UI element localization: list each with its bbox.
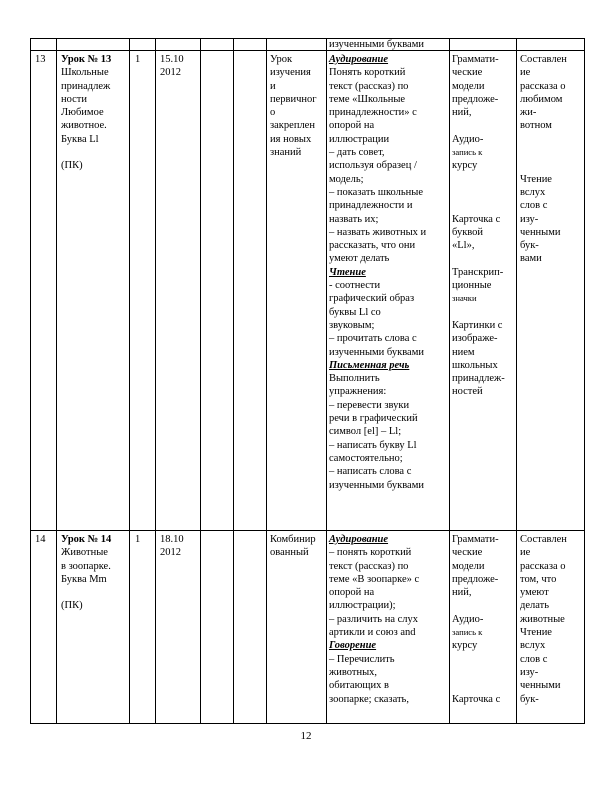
homework-line: изу- bbox=[520, 666, 539, 678]
materials-line: ний, bbox=[452, 587, 472, 599]
materials-line: «Ll», bbox=[452, 240, 475, 252]
activities-line: опорой на bbox=[329, 120, 375, 132]
homework-line: животные bbox=[520, 613, 565, 625]
lesson-type-line: изучения bbox=[270, 67, 311, 79]
materials-line bbox=[452, 306, 505, 319]
row-divider bbox=[30, 530, 585, 531]
lesson-type-line: о bbox=[270, 107, 276, 119]
materials-line: модели bbox=[452, 560, 485, 572]
homework bbox=[520, 533, 567, 706]
homework-line: бук- bbox=[520, 693, 539, 705]
activities-line: животных, bbox=[329, 666, 378, 678]
materials-line: изображе- bbox=[452, 333, 498, 345]
materials-line bbox=[452, 186, 505, 199]
table-border-left bbox=[30, 38, 31, 724]
materials-line: курсу bbox=[452, 640, 478, 652]
page-number: 12 bbox=[300, 730, 312, 742]
activities-line: теме «В зоопарке» с bbox=[329, 573, 420, 585]
activities-line: Чтение bbox=[329, 266, 366, 278]
activities-line: – показать школьные bbox=[329, 186, 424, 198]
homework-line: Чтение bbox=[520, 173, 552, 185]
homework-line: Чтение bbox=[520, 627, 552, 639]
homework-line: слов с bbox=[520, 653, 548, 665]
activities-line: речи в графический bbox=[329, 413, 418, 425]
activities-line: – написать слова с bbox=[329, 466, 412, 478]
homework-line: умеют bbox=[520, 587, 549, 599]
homework-line: вслух bbox=[520, 640, 546, 652]
student-activities bbox=[329, 53, 426, 492]
topic-line bbox=[61, 586, 111, 599]
column-divider bbox=[129, 38, 130, 724]
lesson-type-line: ия новых bbox=[270, 133, 312, 145]
materials-line: Картинки с bbox=[452, 319, 503, 331]
topic-line: Буква Mm bbox=[61, 573, 107, 585]
activities-line: – понять короткий bbox=[329, 547, 412, 559]
materials-line: Карточка с bbox=[452, 213, 501, 225]
activities-line: артикли и союз and bbox=[329, 627, 416, 639]
table-border-right bbox=[584, 38, 585, 724]
materials-line: курсу bbox=[452, 160, 478, 172]
activities-line: зоопарке; сказать, bbox=[329, 693, 409, 705]
lesson-hours: 1 bbox=[135, 534, 141, 545]
activities-line: – написать букву Ll bbox=[329, 439, 417, 451]
lesson-date bbox=[160, 533, 184, 560]
homework-line: ие bbox=[520, 547, 531, 559]
column-divider bbox=[155, 38, 156, 724]
homework-line: любимом bbox=[520, 93, 563, 105]
activities-line: текст (рассказ) по bbox=[329, 80, 409, 92]
materials-line bbox=[452, 119, 505, 132]
materials-line: запись к bbox=[452, 147, 483, 158]
homework-line: вслух bbox=[520, 186, 546, 198]
lesson-hours: 1 bbox=[135, 54, 141, 65]
row-number: 14 bbox=[35, 534, 46, 545]
activities-line: буквы Ll со bbox=[329, 306, 381, 318]
homework-line: изу- bbox=[520, 213, 539, 225]
column-divider bbox=[449, 38, 450, 724]
lesson-materials bbox=[452, 53, 505, 399]
table-border-top bbox=[30, 38, 585, 39]
column-divider bbox=[200, 38, 201, 724]
topic-line: Буква Ll bbox=[61, 133, 99, 145]
homework-line: Составлен bbox=[520, 54, 567, 65]
materials-line: предложе- bbox=[452, 93, 499, 105]
materials-line: ческие bbox=[452, 67, 483, 79]
homework-line: вотном bbox=[520, 120, 552, 132]
lesson-type-line: знаний bbox=[270, 147, 302, 159]
activities-line: Понять короткий bbox=[329, 67, 406, 79]
topic-line: (ПК) bbox=[61, 160, 83, 172]
activities-line: самостоятельно; bbox=[329, 452, 403, 464]
topic-line: ности bbox=[61, 93, 87, 105]
activities-line: используя образец / bbox=[329, 160, 417, 172]
activities-line: теме «Школьные bbox=[329, 93, 406, 105]
topic-line: Школьные bbox=[61, 67, 109, 79]
materials-line bbox=[452, 653, 500, 666]
activities-line: – Перечислить bbox=[329, 653, 395, 665]
lesson-type-line: закреплен bbox=[270, 120, 315, 132]
activities-line: – дать совет, bbox=[329, 147, 385, 159]
materials-line: значки bbox=[452, 293, 477, 304]
materials-line bbox=[452, 679, 500, 692]
topic-line: Урок № 13 bbox=[61, 54, 112, 65]
activities-line: звуковым; bbox=[329, 319, 375, 331]
materials-line: Аудио- bbox=[452, 133, 484, 145]
column-divider bbox=[56, 38, 57, 724]
lesson-materials bbox=[452, 533, 500, 706]
activities-line: – различить на слух bbox=[329, 613, 418, 625]
homework-line: том, что bbox=[520, 573, 557, 585]
date-line: 2012 bbox=[160, 547, 181, 559]
lesson-type bbox=[270, 53, 317, 159]
activities-line: упражнения: bbox=[329, 386, 387, 398]
activities-line: модель; bbox=[329, 173, 364, 185]
materials-line: ческие bbox=[452, 547, 483, 559]
activities-line: символ [el] – Ll; bbox=[329, 426, 402, 438]
topic-line bbox=[61, 146, 111, 159]
topic-line: Урок № 14 bbox=[61, 534, 112, 545]
homework-line: ие bbox=[520, 67, 531, 79]
activities-continuation: изученными буквами bbox=[329, 39, 424, 50]
materials-line: предложе- bbox=[452, 573, 499, 585]
materials-line: Карточка с bbox=[452, 693, 501, 705]
activities-line: Аудирование bbox=[329, 54, 389, 65]
column-divider bbox=[326, 38, 327, 724]
materials-line: буквой bbox=[452, 226, 484, 238]
materials-line: ционные bbox=[452, 280, 492, 292]
lesson-type bbox=[270, 533, 316, 560]
topic-line: в зоопарке. bbox=[61, 560, 111, 572]
homework-line: рассказа о bbox=[520, 560, 566, 572]
materials-line: ностей bbox=[452, 386, 483, 398]
homework-line: жи- bbox=[520, 107, 537, 119]
materials-line: Граммати- bbox=[452, 54, 499, 65]
activities-line: изученными буквами bbox=[329, 346, 424, 358]
activities-line: Письменная речь bbox=[329, 359, 410, 371]
activities-line: – прочитать слова с bbox=[329, 333, 417, 345]
student-activities bbox=[329, 533, 419, 706]
topic-line: животное. bbox=[61, 120, 107, 132]
materials-line: школьных bbox=[452, 359, 498, 371]
lesson-type-line: ованный bbox=[270, 547, 309, 559]
materials-line bbox=[452, 173, 505, 186]
date-line: 18.10 bbox=[160, 534, 184, 545]
lesson-plan-table bbox=[30, 38, 585, 724]
activities-line: иллюстрации bbox=[329, 133, 390, 145]
materials-line: Граммати- bbox=[452, 534, 499, 545]
table-border-bottom bbox=[30, 723, 585, 724]
materials-line: ний, bbox=[452, 107, 472, 119]
activities-line: изученными буквами bbox=[329, 479, 424, 491]
activities-line: Выполнить bbox=[329, 373, 380, 385]
homework bbox=[520, 53, 567, 266]
date-line: 15.10 bbox=[160, 54, 184, 65]
materials-line: Транскрип- bbox=[452, 266, 504, 278]
homework-line bbox=[520, 159, 567, 172]
lesson-topic bbox=[61, 533, 111, 613]
materials-line bbox=[452, 199, 505, 212]
topic-line: принадлеж bbox=[61, 80, 111, 92]
activities-line: опорой на bbox=[329, 587, 375, 599]
activities-line: – перевести звуки bbox=[329, 399, 410, 411]
lesson-date bbox=[160, 53, 184, 80]
homework-line: Составлен bbox=[520, 534, 567, 545]
homework-line bbox=[520, 133, 567, 146]
homework-line bbox=[520, 146, 567, 159]
homework-line: ченными bbox=[520, 680, 561, 692]
activities-line: принадлежности» с bbox=[329, 107, 417, 119]
materials-line: модели bbox=[452, 80, 485, 92]
lesson-type-line: первичног bbox=[270, 93, 317, 105]
activities-line: Аудирование bbox=[329, 534, 389, 545]
activities-line: умеют делать bbox=[329, 253, 390, 265]
materials-line: принадлеж- bbox=[452, 373, 505, 385]
activities-line: принадлежности и bbox=[329, 200, 413, 212]
row-divider bbox=[30, 50, 585, 51]
homework-line: вами bbox=[520, 253, 542, 265]
activities-line: текст (рассказ) по bbox=[329, 560, 409, 572]
activities-line: графический образ bbox=[329, 293, 415, 305]
materials-line bbox=[452, 599, 500, 612]
materials-line: Аудио- bbox=[452, 613, 484, 625]
activities-line: - соотнести bbox=[329, 280, 381, 292]
homework-line: ченными bbox=[520, 226, 561, 238]
materials-line bbox=[452, 252, 505, 265]
topic-line: Животные bbox=[61, 547, 108, 559]
row-number: 13 bbox=[35, 54, 46, 65]
activities-line: – назвать животных и bbox=[329, 226, 427, 238]
topic-line: (ПК) bbox=[61, 600, 83, 612]
materials-line: запись к bbox=[452, 627, 483, 638]
homework-line: слов с bbox=[520, 200, 548, 212]
activities-line: иллюстрации); bbox=[329, 600, 396, 612]
materials-line: нием bbox=[452, 346, 475, 358]
homework-line: рассказа о bbox=[520, 80, 566, 92]
homework-line: бук- bbox=[520, 240, 539, 252]
activities-line: Говорение bbox=[329, 640, 377, 652]
activities-line: обитающих в bbox=[329, 680, 389, 692]
activities-line: назвать их; bbox=[329, 213, 379, 225]
column-divider bbox=[233, 38, 234, 724]
lesson-type-line: и bbox=[270, 80, 276, 92]
materials-line bbox=[452, 666, 500, 679]
lesson-type-line: Комбинир bbox=[270, 534, 316, 545]
activities-line: рассказать, что они bbox=[329, 240, 416, 252]
lesson-type-line: Урок bbox=[270, 54, 293, 65]
topic-line: Любимое bbox=[61, 107, 104, 119]
date-line: 2012 bbox=[160, 67, 181, 79]
column-divider bbox=[516, 38, 517, 724]
lesson-topic bbox=[61, 53, 111, 173]
column-divider bbox=[266, 38, 267, 724]
homework-line: делать bbox=[520, 600, 550, 612]
